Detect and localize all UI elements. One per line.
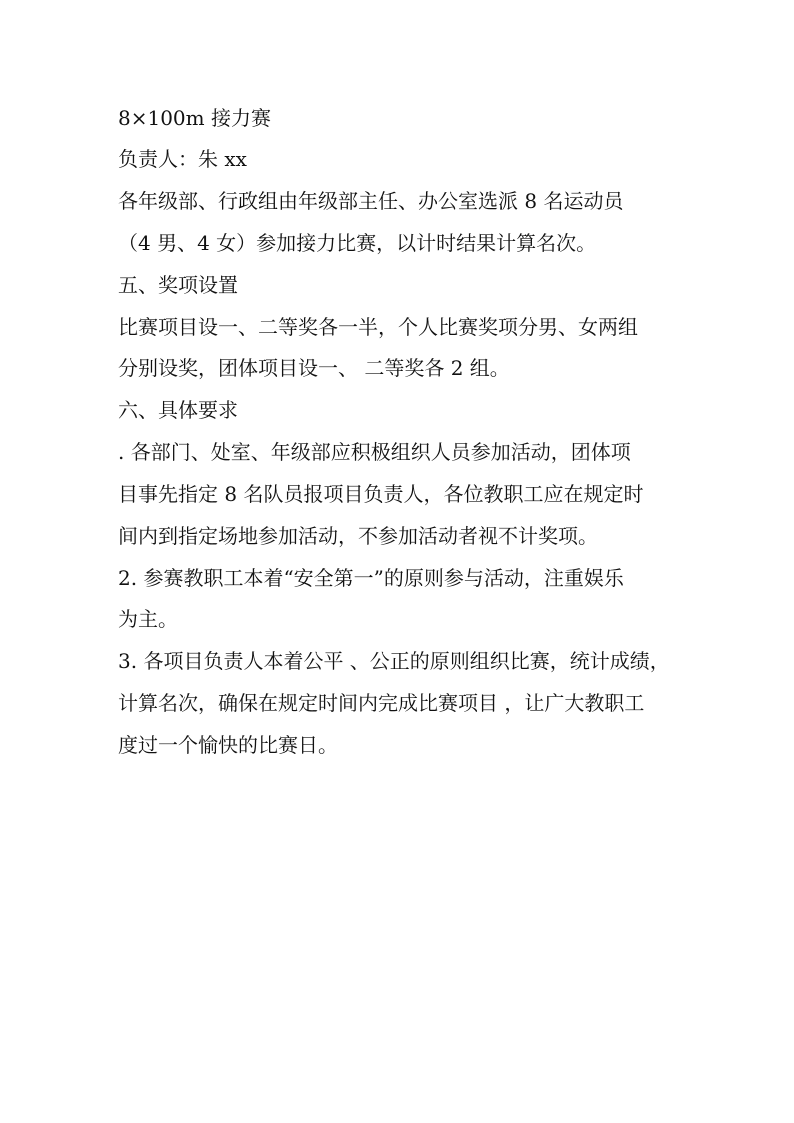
paragraph-line: 分别设奖，团体项目设一、 二等奖各 2 组。 bbox=[118, 356, 510, 380]
paragraph-line: . 各部门、处室、年级部应积极组织人员参加活动，团体项 bbox=[118, 440, 631, 464]
paragraph-line: 比赛项目设一、二等奖各一半，个人比赛奖项分男、女两组 bbox=[118, 315, 638, 339]
paragraph-line: 目事先指定 8 名队员报项目负责人，各位教职工应在规定时 bbox=[118, 482, 644, 506]
paragraph-line: 2. 参赛教职工本着“安全第一”的原则参与活动，注重娱乐 bbox=[118, 566, 624, 590]
section-heading-requirements: 六、具体要求 bbox=[118, 398, 238, 422]
paragraph-line: 度过一个愉快的比赛日。 bbox=[118, 733, 338, 757]
paragraph-line: 3. 各项目负责人本着公平 、公正的原则组织比赛，统计成绩， bbox=[118, 649, 670, 673]
paragraph-line: 为主。 bbox=[118, 607, 178, 631]
paragraph-line: （4 男、4 女）参加接力比赛，以计时结果计算名次。 bbox=[118, 231, 597, 255]
relay-title: 8×100m 接力赛 bbox=[118, 106, 271, 130]
section-heading-awards: 五、奖项设置 bbox=[118, 273, 238, 297]
person-in-charge: 负责人：朱 xx bbox=[118, 147, 247, 171]
paragraph-line: 间内到指定场地参加活动，不参加活动者视不计奖项。 bbox=[118, 524, 598, 548]
paragraph-line: 计算名次，确保在规定时间内完成比赛项目 ，让广大教职工 bbox=[118, 691, 645, 715]
paragraph-line: 各年级部、行政组由年级部主任、办公室选派 8 名运动员 bbox=[118, 189, 624, 213]
